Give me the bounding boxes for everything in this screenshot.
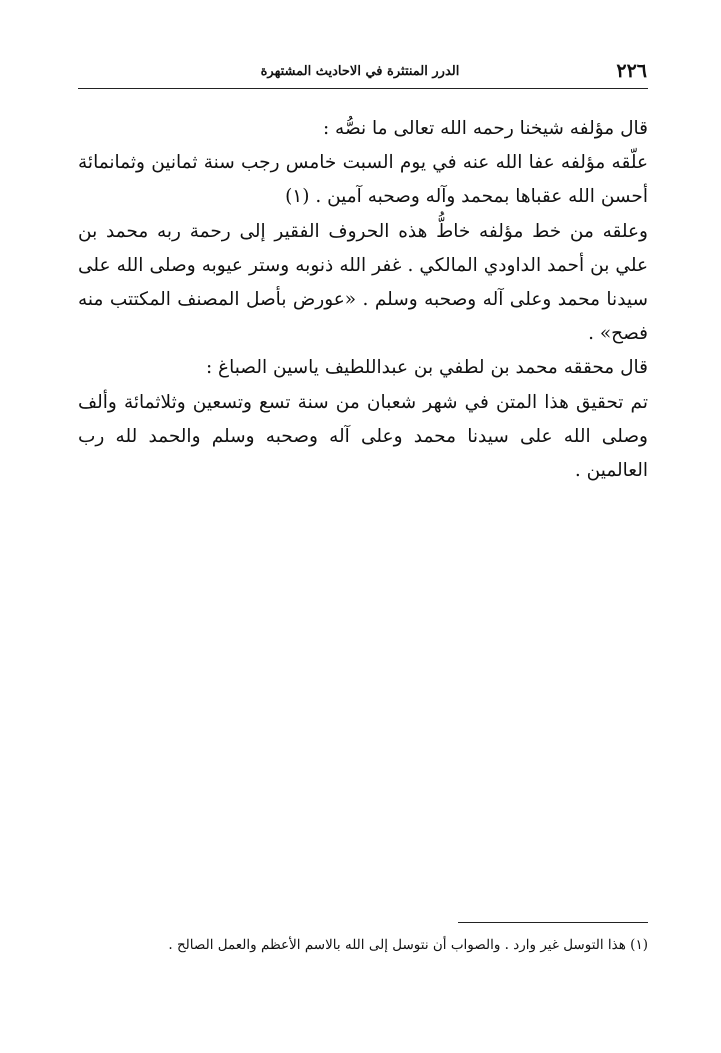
editor-note-intro: قال محققه محمد بن لطفي بن عبداللطيف ياسين الصباغ : <box>205 357 648 379</box>
header-rule <box>78 88 648 89</box>
running-title: الدرر المنتثرة في الاحاديث المشتهرة <box>260 64 460 79</box>
page-number: ٢٢٦ <box>616 60 647 82</box>
author-note-intro: قال مؤلفه شيخنا رحمه الله تعالى ما نصُّه : <box>322 118 648 139</box>
editor-colophon: تم تحقيق هذا المتن في شهر شعبان من سنة تسع وتسعين وثلاثمائة وألف وصلى الله على سيدنا محمد وعلى آله وصحبه وسلم والحمد لله رب العالمين . <box>78 391 648 482</box>
author-colophon: علّقه مؤلفه عفا الله عنه في يوم السبت خامس رجب سنة ثمانين وثمانمائة أحسن الله عقباها بمحمد وآله وصحبه آمين . (١) <box>78 152 648 208</box>
footnote: (١) هذا التوسل غير وارد . والصواب أن نتوسل إلى الله بالاسم الأعظم والعمل الصالح . <box>168 937 648 953</box>
footnote-rule <box>458 922 648 923</box>
main-text <box>78 112 648 488</box>
copyist-colophon: وعلقه من خط مؤلفه خاطُّ هذه الحروف الفقير إلى رحمة ربه محمد بن علي بن أحمد الداودي المالكي . غفر الله ذنوبه وستر عيوبه وصلى الله على سيدنا محمد وعلى آله وصحبه وسلم . «عورض بأصل المصنف المكتتب منه فصح» . <box>78 220 648 345</box>
